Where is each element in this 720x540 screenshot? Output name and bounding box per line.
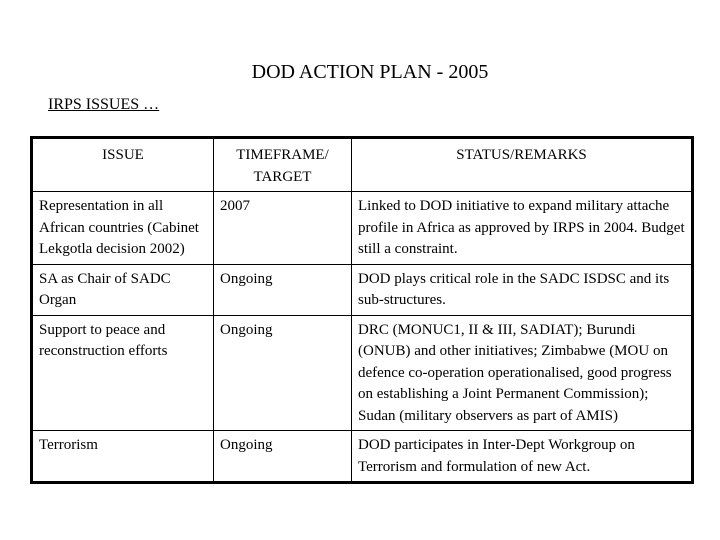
issue-cell: SA as Chair of SADC Organ — [32, 264, 214, 315]
table-row — [32, 192, 693, 265]
table-header-row — [32, 138, 693, 192]
table-row — [32, 315, 693, 431]
issue-cell: Support to peace and reconstruction efforts — [32, 315, 214, 431]
status-cell: Linked to DOD initiative to expand military attache profile in Africa as approved by IRPS in 2004. Budget still a constraint. — [352, 192, 693, 265]
issue-cell: Terrorism — [32, 431, 214, 483]
status-cell: DRC (MONUC1, II & III, SADIAT); Burundi (ONUB) and other initiatives; Zimbabwe (MOU on defence co-operation operationalised, good progress on establishing a Joint Permanent Commission); Sudan (military observers as part of AMIS) — [352, 315, 693, 431]
page-title: DOD ACTION PLAN - 2005 — [251, 61, 489, 83]
status-cell: DOD plays critical role in the SADC ISDSC and its sub-structures. — [352, 264, 693, 315]
header-timeframe: TIMEFRAME/ TARGET — [214, 138, 352, 192]
timeframe-cell: 2007 — [214, 192, 352, 265]
status-cell: DOD participates in Inter-Dept Workgroup on Terrorism and formulation of new Act. — [352, 431, 693, 483]
timeframe-cell: Ongoing — [214, 315, 352, 431]
timeframe-cell: Ongoing — [214, 264, 352, 315]
header-issue: ISSUE — [32, 138, 214, 192]
table-row — [32, 431, 693, 483]
header-status: STATUS/REMARKS — [352, 138, 693, 192]
action-plan-table — [30, 136, 694, 484]
issue-cell: Representation in all African countries (Cabinet Lekgotla decision 2002) — [32, 192, 214, 265]
timeframe-cell: Ongoing — [214, 431, 352, 483]
section-subtitle: IRPS ISSUES … — [48, 96, 160, 113]
table-row — [32, 264, 693, 315]
